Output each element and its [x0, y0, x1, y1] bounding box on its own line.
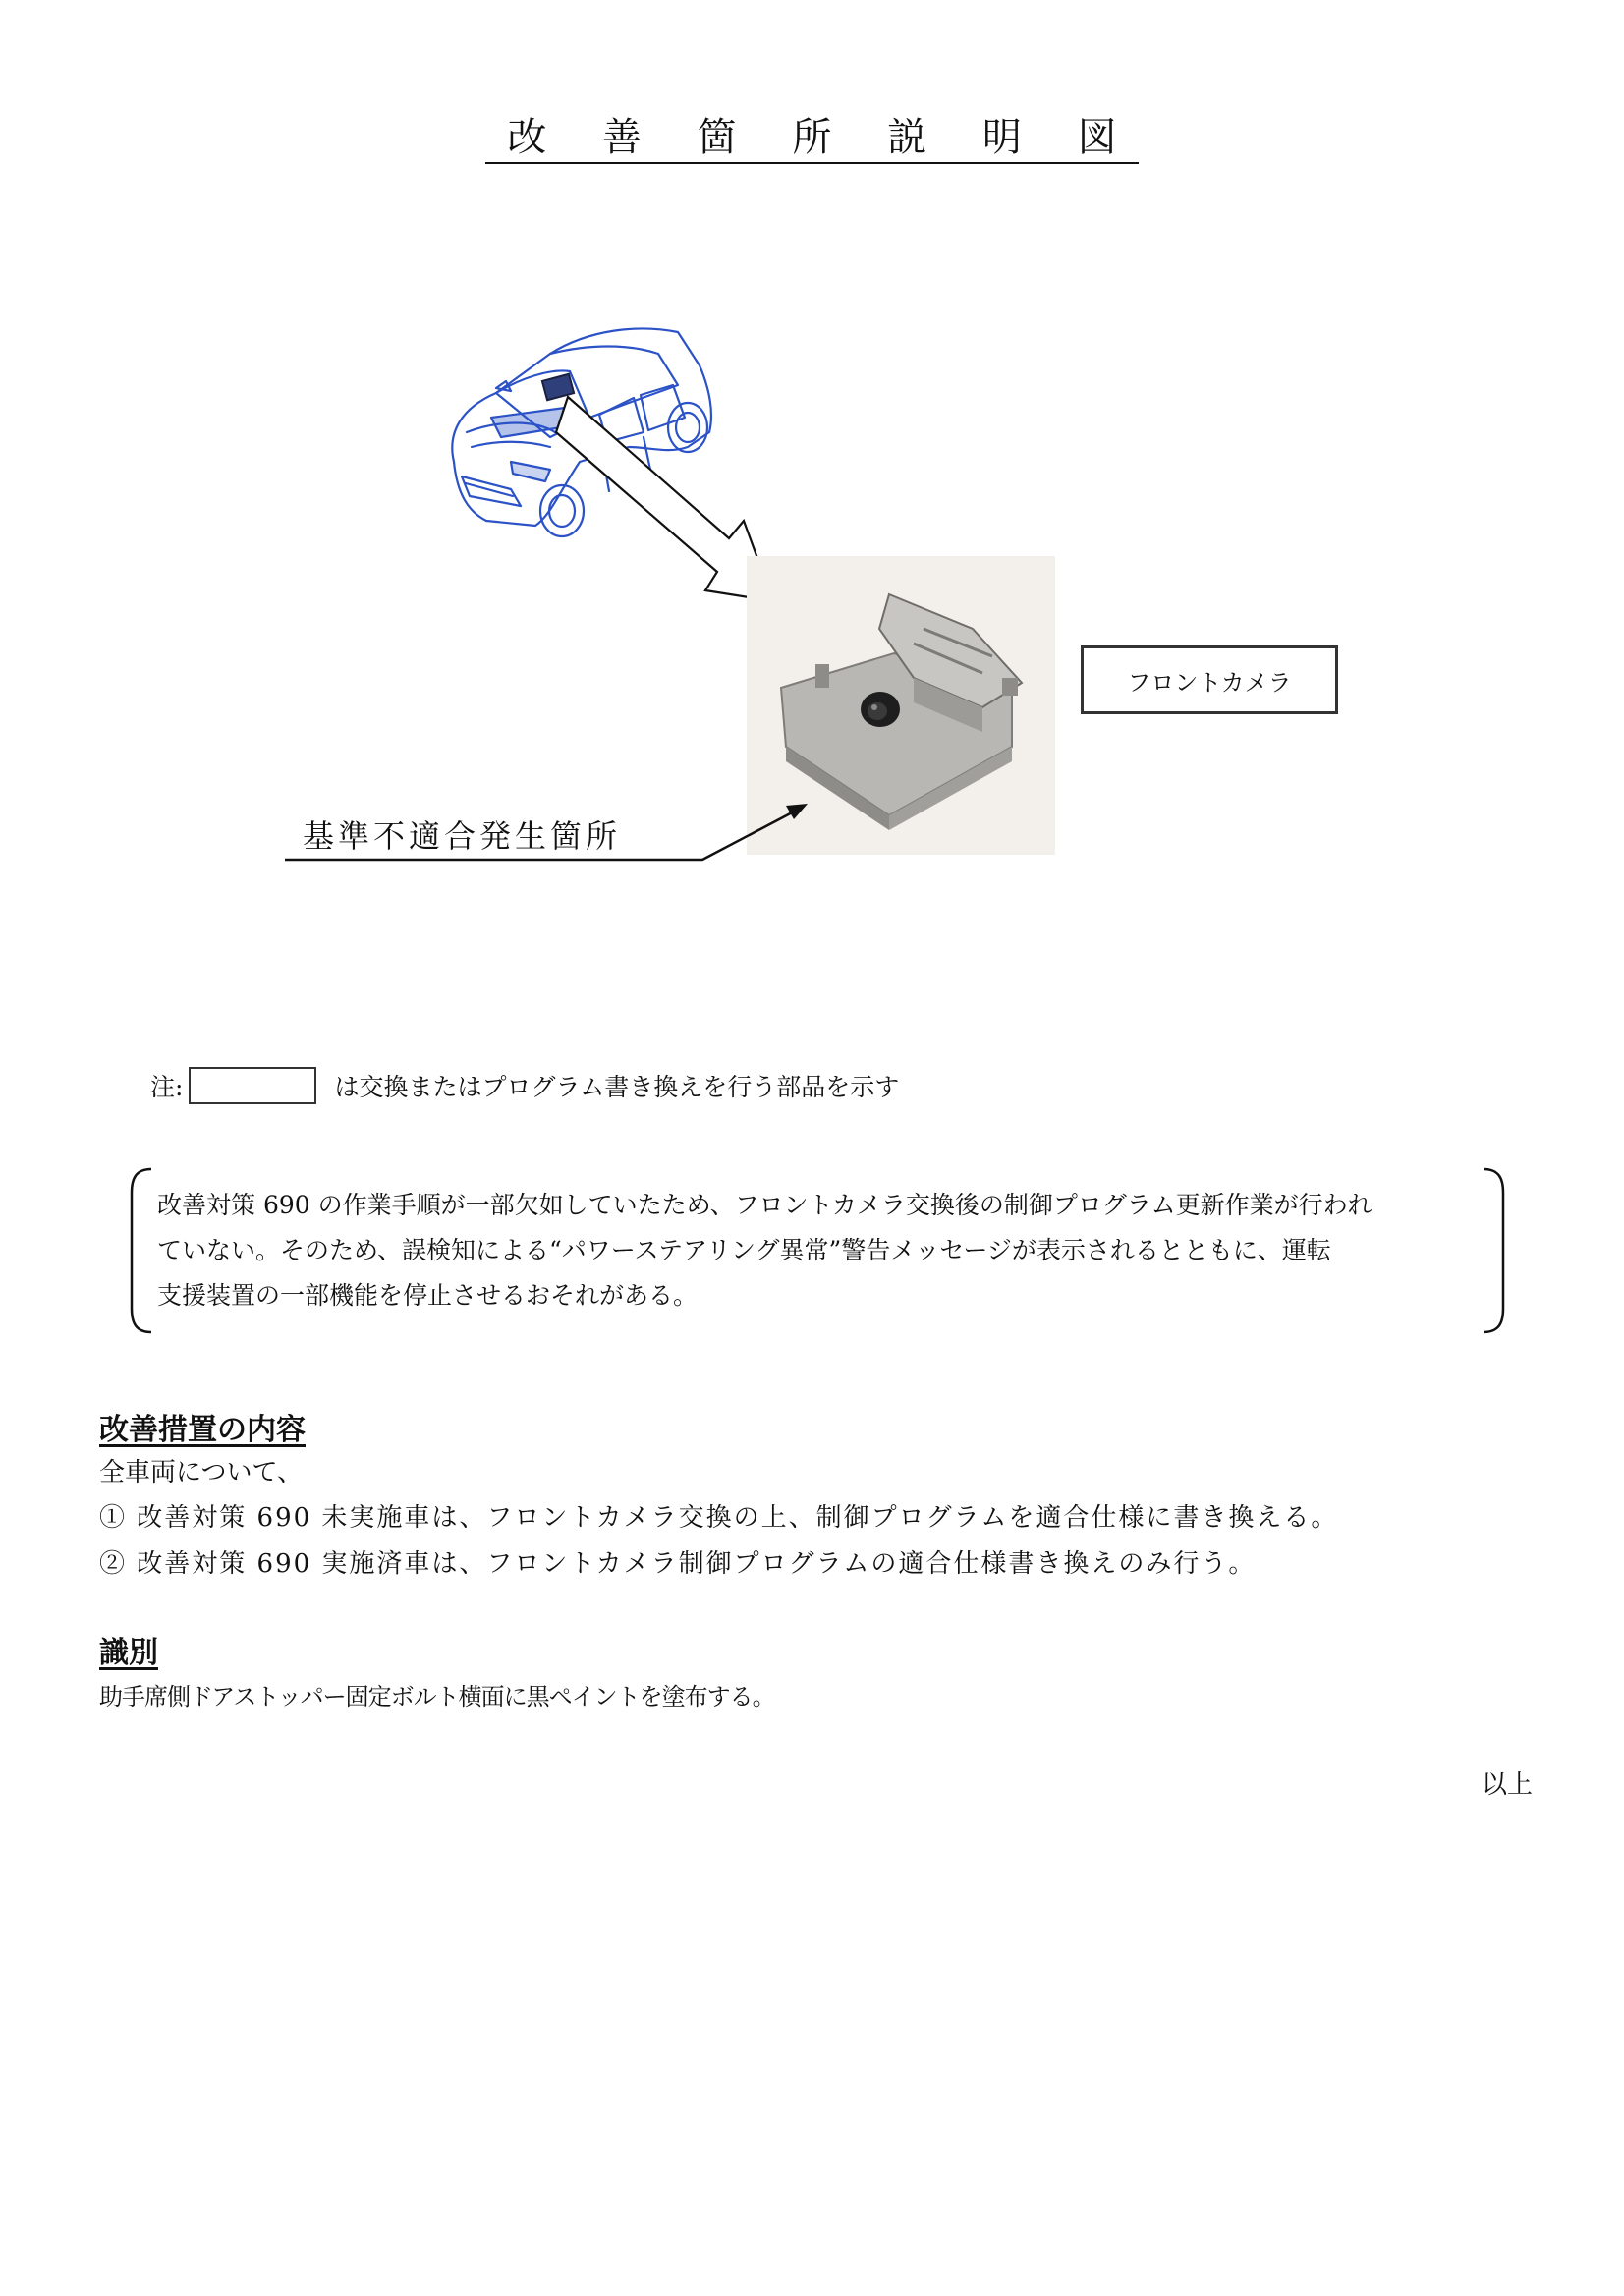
description-line-2: ていない。そのため、誤検知による“パワーステアリング異常”警告メッセージが表示されるとともに、運転: [157, 1236, 1331, 1264]
description-line-1: 改善対策 690 の作業手順が一部欠如していたため、フロントカメラ交換後の制御プログラム更新作業が行われ: [157, 1191, 1372, 1219]
defect-location-label: 基準不適合発生箇所: [303, 817, 622, 855]
pointer-arrow: [556, 397, 773, 601]
improvement-diagram: [0, 0, 1624, 884]
measures-heading: 改善措置の内容: [99, 1413, 306, 1447]
identification-text: 助手席側ドアストッパー固定ボルト横面に黒ペイントを塗布する。: [99, 1683, 775, 1710]
camera-location-marker: [542, 374, 574, 401]
note-text: は交換またはプログラム書き換えを行う部品を示す: [334, 1073, 900, 1101]
identification-heading: 識別: [99, 1636, 158, 1670]
measures-item-1: ① 改善対策 690 未実施車は、フロントカメラ交換の上、制御プログラムを適合仕様に書き換える。: [99, 1503, 1339, 1533]
legend-note: [150, 1065, 899, 1106]
defect-description: [157, 1183, 1479, 1318]
closing-mark: 以上: [1482, 1770, 1534, 1800]
measures-item-2: ② 改善対策 690 実施済車は、フロントカメラ制御プログラムの適合仕様書き換えのみ行う。: [99, 1549, 1257, 1579]
description-line-3: 支援装置の一部機能を停止させるおそれがある。: [157, 1281, 699, 1310]
front-camera-label: フロントカメラ: [1127, 668, 1292, 697]
page-title-text: 改 善 箇 所 説 明 図: [485, 113, 1138, 164]
front-camera-callout: [1081, 645, 1338, 714]
note-prefix: 注:: [150, 1073, 184, 1101]
legend-box-sample: [189, 1067, 316, 1104]
measures-intro: 全車両について、: [99, 1458, 303, 1487]
